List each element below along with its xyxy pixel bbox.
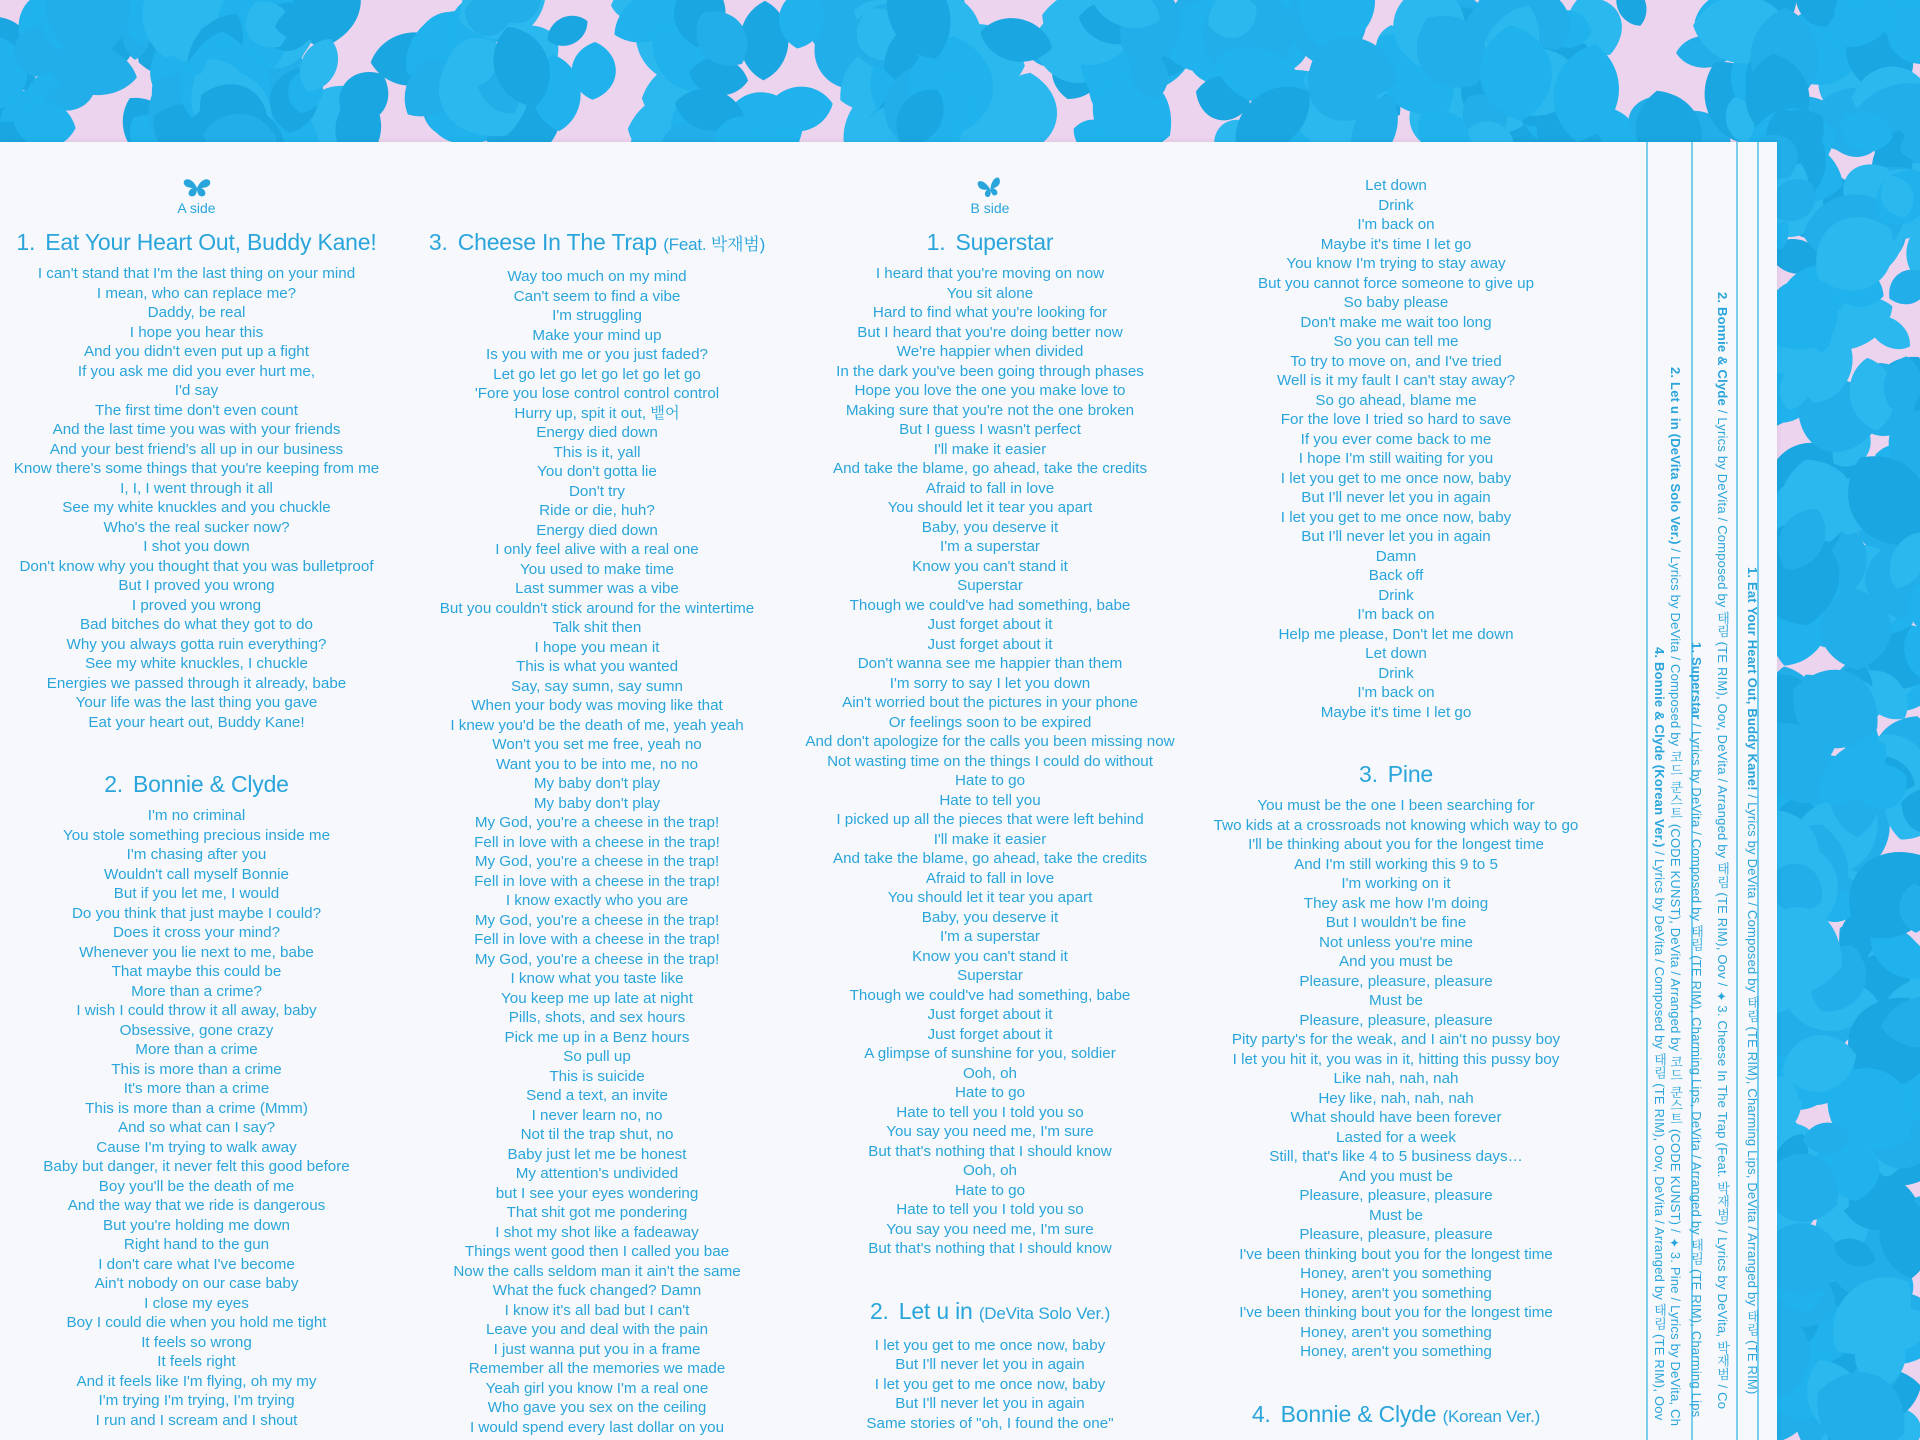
lyric-line: Fell in love with a cheese in the trap! <box>474 872 720 890</box>
lyric-line: I don't care what I've become <box>98 1255 295 1273</box>
lyric-line: Back off <box>1368 567 1424 584</box>
lyric-line: I let you get to me once now, baby <box>874 1375 1106 1393</box>
lyric-line: Damn <box>1375 547 1417 565</box>
lyric-line: More than a crime? <box>131 982 262 1000</box>
lyric-line: Energies we passed through it already, babe <box>46 674 347 692</box>
lyric-line: To try to move on, and I've tried <box>1290 352 1502 370</box>
lyric-line: Hate to go <box>954 772 1026 789</box>
lyric-line: I'm a superstar <box>940 538 1040 555</box>
lyric-line: Hate to tell you <box>939 791 1041 809</box>
lyric-line: Why you always gotta ruin everything? <box>66 635 327 653</box>
credit-b1: 1. Superstar / Lyrics by DeVita / Composed by 태림 (TE RIM), Charming Lips, DeVita / Arranged by 태림 (TE RIM), Charming Lips <box>1689 642 1704 1418</box>
lyric-line: I never learn no, no <box>531 1106 663 1124</box>
column-a-right <box>396 142 798 1437</box>
lyric-line: And your best friend's all up in our business <box>49 440 344 458</box>
lyric-line: See my white knuckles, I chuckle <box>85 655 308 672</box>
lyric-line: And it feels like I'm flying, oh my my <box>76 1372 317 1390</box>
lyric-line: This is more than a crime (Mmm) <box>85 1099 308 1117</box>
lyric-line: Energy died down <box>536 424 658 441</box>
lyric-line: But that's nothing that I should know <box>868 1240 1112 1257</box>
lyric-line: I shot you down <box>143 538 250 555</box>
lyric-line: When your body was moving like that <box>471 697 723 714</box>
lyric-line: This is it, yall <box>553 443 641 461</box>
lyric-line: And take the blame, go ahead, take the credits <box>832 850 1148 867</box>
lyric-line: Pills, shots, and sex hours <box>508 1009 686 1026</box>
lyric-line: It's more than a crime <box>123 1080 270 1097</box>
lyric-line: Two kids at a crossroads not knowing which way to go <box>1213 816 1579 834</box>
lyric-line: Pleasure, pleasure, pleasure <box>1299 1187 1493 1204</box>
lyric-line: Know you can't stand it <box>912 557 1068 575</box>
lyric-line: I close my eyes <box>144 1294 249 1312</box>
lyric-line: But if you let me, I would <box>113 885 280 902</box>
lyric-line: I let you get to me once now, baby <box>1280 508 1512 526</box>
lyric-line: Ride or die, huh? <box>539 502 655 519</box>
lyric-line: Fell in love with a cheese in the trap! <box>474 833 720 851</box>
lyric-line: Don't wanna see me happier than them <box>857 655 1123 672</box>
lyric-line: I let you get to me once now, baby <box>874 1336 1106 1354</box>
lyric-line: Daddy, be real <box>147 304 246 321</box>
lyric-line: Is you with me or you just faded? <box>485 346 709 363</box>
lyric-line: Hey like, nah, nah, nah <box>1318 1089 1474 1107</box>
lyric-line: They ask me how I'm doing <box>1303 894 1489 912</box>
lyric-line: Won't you set me free, yeah no <box>492 736 702 753</box>
lyric-line: Fell in love with a cheese in the trap! <box>474 931 720 948</box>
lyric-line: I'm working on it <box>1341 875 1451 892</box>
lyric-line: But you cannot force someone to give up <box>1257 274 1535 292</box>
lyric-line: Afraid to fall in love <box>925 869 1055 887</box>
lyric-line: Your life was the last thing you gave <box>75 694 318 711</box>
lyric-line: But I heard that you're doing better now <box>857 323 1123 341</box>
lyric-line: Ooh, oh <box>962 1162 1018 1179</box>
lyric-line: I know it's all bad but I can't <box>504 1301 690 1319</box>
lyric-line: I've been thinking bout you for the longest time <box>1239 1304 1553 1321</box>
lyrics-sheet <box>0 142 1777 1440</box>
lyric-line: Pleasure, pleasure, pleasure <box>1299 1011 1493 1029</box>
lyric-line: In the dark you've been going through phases <box>836 362 1144 380</box>
lyric-line: Don't try <box>568 482 626 500</box>
lyric-line: Honey, aren't you something <box>1300 1323 1492 1341</box>
lyric-line: You say you need me, I'm sure <box>886 1220 1094 1238</box>
lyric-line: But you're holding me down <box>103 1216 290 1234</box>
lyric-line: And take the blame, go ahead, take the credits <box>832 460 1148 477</box>
lyric-line: Energy died down <box>536 521 658 539</box>
song-title-a3: 3. Cheese In The Trap (Feat. 박재범) <box>428 229 766 255</box>
lyric-line: Ooh, oh <box>962 1064 1018 1082</box>
credit-a2-a3: 2. Bonnie & Clyde / Lyrics by DeVita / Composed by 태림 (TE RIM), Oov, DeVita / Arranged by 태림 (TE RIM), Oov / ✦3. Cheese In The Trap (Feat. 박재범) / Lyrics by DeVita, 박재범 / Co <box>1715 292 1730 1410</box>
lyric-line: Ain't worried bout the pictures in your phone <box>842 694 1138 711</box>
lyric-line: Hate to tell you I told you so <box>896 1103 1084 1121</box>
lyric-line: Boy you'll be the death of me <box>98 1177 295 1195</box>
lyric-line: Bad bitches do what they got to do <box>79 616 314 633</box>
lyric-line: Obsessive, gone crazy <box>119 1021 274 1039</box>
lyric-line: Yeah girl you know I'm a real one <box>485 1379 709 1397</box>
credits-strip <box>1640 142 1777 1440</box>
column-a-left <box>0 142 393 1430</box>
lyric-line: Don't make me wait too long <box>1300 313 1492 331</box>
lyric-line: I'm trying I'm trying, I'm trying <box>98 1392 295 1409</box>
lyric-line: See my white knuckles and you chuckle <box>62 499 331 516</box>
lyric-line: Maybe it's time I let go <box>1320 703 1472 721</box>
lyric-line: You don't gotta lie <box>537 463 657 480</box>
lyric-line: I know what you taste like <box>510 970 684 987</box>
lyric-line: Just forget about it <box>927 1025 1053 1043</box>
lyric-line: I'll be thinking about you for the longest time <box>1248 836 1544 853</box>
lyric-line: Drink <box>1378 664 1414 682</box>
lyric-line: You should let it tear you apart <box>887 499 1093 516</box>
lyric-line: Lasted for a week <box>1336 1128 1456 1146</box>
lyric-line: For the love I tried so hard to save <box>1280 411 1512 428</box>
lyric-line: But I'll never let you in again <box>1301 528 1491 545</box>
lyric-line: Say, say sumn, say sumn <box>511 677 683 695</box>
lyric-line: What should have been forever <box>1290 1109 1502 1126</box>
lyric-line: Can't seem to find a vibe <box>513 287 681 305</box>
lyric-line: Superstar <box>957 577 1023 594</box>
lyric-line: My baby don't play <box>533 794 661 812</box>
lyric-line: Afraid to fall in love <box>925 479 1055 497</box>
lyric-line: I'm chasing after you <box>126 846 267 863</box>
lyric-line: Let down <box>1365 645 1427 662</box>
lyric-line: I hope you hear this <box>129 323 264 341</box>
lyric-line: Don't know why you thought that you was bulletproof <box>19 557 374 575</box>
lyric-line: My God, you're a cheese in the trap! <box>474 950 720 968</box>
lyric-line: Help me please, Don't let me down <box>1278 625 1514 643</box>
lyric-line: Pleasure, pleasure, pleasure <box>1299 972 1493 990</box>
column-b-left <box>790 142 1190 1433</box>
lyric-line: What the fuck changed? Damn <box>492 1282 702 1299</box>
lyric-line: I run and I scream and I shout <box>95 1411 298 1429</box>
lyric-line: Not unless you're mine <box>1318 933 1473 951</box>
lyric-line: Or feelings soon to be expired <box>888 713 1092 731</box>
lyric-line: I'll make it easier <box>933 830 1047 848</box>
lyric-line: I've been thinking bout you for the longest time <box>1239 1245 1553 1263</box>
lyric-line: Hard to find what you're looking for <box>872 304 1108 321</box>
lyric-line: This is suicide <box>549 1067 645 1085</box>
lyric-line: Baby just let me be honest <box>507 1145 687 1163</box>
lyric-line: And the way that we ride is dangerous <box>67 1197 326 1214</box>
lyric-line: Hurry up, spit it out, 뱉어 <box>514 404 680 422</box>
lyric-line: I can't stand that I'm the last thing on your mind <box>37 265 356 282</box>
lyric-line: So pull up <box>563 1048 631 1065</box>
lyric-line: And you must be <box>1339 1167 1453 1185</box>
lyric-line: 'Fore you lose control control control <box>474 385 720 402</box>
lyric-line: Know you can't stand it <box>912 947 1068 965</box>
lyric-line: I mean, who can replace me? <box>96 284 297 302</box>
lyric-line: But you couldn't stick around for the wintertime <box>439 599 755 617</box>
lyric-line: If you ever come back to me <box>1300 430 1492 448</box>
song-title-b1: 1. Superstar <box>926 229 1054 255</box>
lyric-line: Right hand to the gun <box>123 1236 270 1253</box>
lyric-line: Drink <box>1378 586 1414 604</box>
lyric-line: You used to make time <box>520 560 674 578</box>
lyric-line: Not til the trap shut, no <box>520 1126 674 1143</box>
lyric-line: Boy I could die when you hold me tight <box>66 1314 327 1331</box>
lyric-line: Who gave you sex on the ceiling <box>487 1399 707 1416</box>
side-a-label: A side <box>177 200 216 216</box>
lyric-line: Superstar <box>957 967 1023 984</box>
lyric-line: And you didn't even put up a fight <box>84 343 309 360</box>
lyric-line: Must be <box>1368 1206 1424 1224</box>
lyric-line: I know exactly who you are <box>505 892 689 909</box>
lyric-line: Hate to tell you I told you so <box>896 1201 1084 1218</box>
lyric-line: Who's the real sucker now? <box>103 518 290 536</box>
lyric-line: I'm a superstar <box>940 928 1040 945</box>
song-title-b3: 3. Pine <box>1358 761 1434 787</box>
lyric-line: Honey, aren't you something <box>1300 1343 1492 1360</box>
credit-b2-b3: 2. Let u in (DeVita Solo Ver.) / Lyrics by DeVita / Composed by 코드 쿤스트 (CODE KUNST), DeVita / Arranged by 코드 쿤스트 (CODE KUNST) / ✦3. Pine / Lyrics by DeVita, Ch <box>1668 367 1683 1427</box>
lyric-line: Wouldn't call myself Bonnie <box>104 865 289 883</box>
lyrics-a1 <box>0 264 393 732</box>
lyric-line: But that's nothing that I should know <box>868 1142 1112 1160</box>
lyric-line: Want you to be into me, no no <box>495 755 699 773</box>
lyric-line: Eat your heart out, Buddy Kane! <box>88 713 305 731</box>
butterfly-icon <box>182 176 212 200</box>
side-b-mark <box>790 176 1190 216</box>
lyric-line: But I guess I wasn't perfect <box>899 421 1081 438</box>
column-b-right <box>1194 142 1598 1431</box>
lyric-line: You say you need me, I'm sure <box>886 1123 1094 1140</box>
lyric-line: My attention's undivided <box>515 1165 679 1182</box>
lyric-line: Baby, you deserve it <box>921 518 1059 536</box>
lyric-line: But I'll never let you in again <box>895 1356 1085 1373</box>
lyric-line: My God, you're a cheese in the trap! <box>474 853 720 870</box>
credit-a1: 1. Eat Your Heart Out, Buddy Kane! / Lyrics by DeVita / Composed by 태림 (TE RIM), Charming Lips, DeVita / Arranged by 태림 (TE RIM) <box>1745 567 1760 1395</box>
lyric-line: Though we could've had something, babe <box>849 596 1131 614</box>
lyric-line: Leave you and deal with the pain <box>485 1321 709 1338</box>
lyric-line: Talk shit then <box>552 619 642 636</box>
lyric-line: I'm no criminal <box>147 807 246 824</box>
lyric-line: I'm struggling <box>552 307 642 324</box>
lyric-line: Now the calls seldom man it ain't the same <box>453 1262 741 1280</box>
lyric-line: I hope I'm still waiting for you <box>1298 450 1494 467</box>
lyrics-a3 <box>396 267 798 1437</box>
lyrics-b2-continued <box>1194 176 1598 722</box>
lyric-line: That maybe this could be <box>111 963 282 980</box>
song-title-b2: 2. Let u in (DeVita Solo Ver.) <box>869 1297 1111 1324</box>
lyric-line: Hope you love the one you make love to <box>854 382 1126 399</box>
lyric-line: Ain't nobody on our case baby <box>94 1275 299 1292</box>
lyric-line: Like nah, nah, nah <box>1333 1070 1459 1087</box>
lyric-line: You should let it tear you apart <box>887 889 1093 906</box>
lyric-line: Last summer was a vibe <box>515 580 679 597</box>
lyric-line: Still, that's like 4 to 5 business days… <box>1269 1148 1523 1165</box>
lyric-line: I knew you'd be the death of me, yeah yeah <box>450 716 744 734</box>
lyric-line: And you must be <box>1339 953 1453 970</box>
lyric-line: You sit alone <box>946 284 1034 302</box>
lyric-line: Well is it my fault I can't stay away? <box>1276 372 1516 389</box>
lyric-line: And the last time you was with your friends <box>52 421 341 438</box>
lyric-line: Drink <box>1378 196 1414 214</box>
lyric-line: Maybe it's time I let go <box>1320 235 1472 253</box>
lyric-line: The first time don't even count <box>95 401 298 419</box>
lyric-line: I'm sorry to say I let you down <box>889 674 1091 692</box>
lyric-line: Not wasting time on the things I could do without <box>827 752 1153 770</box>
lyric-line: I let you get to me once now, baby <box>1280 469 1512 487</box>
lyric-line: Same stories of "oh, I found the one" <box>866 1414 1114 1432</box>
lyric-line: My baby don't play <box>533 775 661 792</box>
lyric-line: Cause I'm trying to walk away <box>96 1138 297 1156</box>
butterfly-icon <box>975 176 1005 200</box>
lyric-line: My God, you're a cheese in the trap! <box>474 911 720 929</box>
lyric-line: Pick me up in a Benz hours <box>504 1028 690 1046</box>
lyric-line: You keep me up late at night <box>501 989 693 1007</box>
lyric-line: Let go let go let go let go let go <box>493 365 701 383</box>
lyric-line: Things went good then I called you bae <box>464 1243 730 1260</box>
credit-b4: 4. Bonnie & Clyde (Korean Ver.) / Lyrics by DeVita / Composed by 태림 (TE RIM), Oov, DeVita / Arranged by 태림 (TE RIM), Oov <box>1652 647 1667 1421</box>
side-a-mark <box>0 176 393 216</box>
lyric-line: I hope you mean it <box>534 638 660 656</box>
lyric-line: So you can tell me <box>1333 333 1459 350</box>
lyric-line: But I'll never let you in again <box>895 1395 1085 1412</box>
lyric-line: Hate to go <box>954 1181 1026 1199</box>
lyric-line: I'll make it easier <box>933 440 1047 458</box>
lyric-line: Just forget about it <box>927 616 1053 633</box>
lyric-line: I let you hit it, you was in it, hitting this pussy boy <box>1232 1050 1560 1068</box>
lyric-line: I'd say <box>174 382 219 399</box>
lyric-line: I just wanna put you in a frame <box>493 1340 701 1358</box>
lyric-line: I'm back on <box>1357 606 1435 623</box>
lyric-line: If you ask me did you ever hurt me, <box>77 362 316 380</box>
lyric-line: I'm back on <box>1357 684 1435 701</box>
lyric-line: Know there's some things that you're keeping from me <box>13 460 380 477</box>
lyric-line: Does it cross your mind? <box>112 924 281 941</box>
lyric-line: Pity party's for the weak, and I ain't no pussy boy <box>1231 1031 1561 1048</box>
lyric-line: We're happier when divided <box>896 343 1084 360</box>
lyric-line: I would spend every last dollar on you <box>469 1418 725 1436</box>
lyric-line: I picked up all the pieces that were left behind <box>836 811 1144 828</box>
lyric-line: but I see your eyes wondering <box>495 1184 699 1202</box>
lyric-line: My God, you're a cheese in the trap! <box>474 814 720 831</box>
lyric-line: Baby, you deserve it <box>921 908 1059 926</box>
lyric-line: You must be the one I been searching for <box>1257 797 1535 814</box>
lyric-line: And I'm still working this 9 to 5 <box>1294 855 1498 873</box>
song-title-a2: 2. Bonnie & Clyde <box>104 771 289 797</box>
lyric-line: Way too much on my mind <box>507 268 687 285</box>
lyric-line: Just forget about it <box>927 635 1053 653</box>
lyric-line: A glimpse of sunshine for you, soldier <box>864 1045 1116 1062</box>
lyrics-b1 <box>790 264 1190 1259</box>
lyric-line: But I proved you wrong <box>118 577 275 594</box>
song-title-a1: 1. Eat Your Heart Out, Buddy Kane! <box>16 229 377 255</box>
lyric-line: Send a text, an invite <box>526 1087 668 1104</box>
lyric-line: I wish I could throw it all away, baby <box>76 1002 317 1019</box>
lyric-line: This is more than a crime <box>111 1060 282 1078</box>
lyric-line: More than a crime <box>135 1041 258 1058</box>
lyric-line: But I'll never let you in again <box>1301 489 1491 506</box>
lyric-line: You stole something precious inside me <box>62 826 331 844</box>
lyric-line: I, I, I went through it all <box>120 479 273 497</box>
lyrics-b2 <box>790 1336 1190 1434</box>
lyric-line: Hate to go <box>954 1084 1026 1101</box>
lyric-line: Just forget about it <box>927 1006 1053 1023</box>
lyric-line: And so what can I say? <box>117 1119 276 1136</box>
lyric-line: I heard that you're moving on now <box>875 265 1105 282</box>
lyric-line: I proved you wrong <box>131 596 262 614</box>
lyric-line: Let down <box>1365 177 1427 194</box>
lyric-line: I only feel alive with a real one <box>495 541 699 558</box>
lyric-line: That shit got me pondering <box>506 1204 688 1221</box>
song-title-b4: 4. Bonnie & Clyde (Korean Ver.) <box>1251 1400 1541 1427</box>
lyric-line: This is what you wanted <box>515 658 679 675</box>
lyric-line: Do you think that just maybe I could? <box>71 904 322 922</box>
lyric-line: Making sure that you're not the one broken <box>845 401 1135 419</box>
lyrics-a2 <box>0 806 393 1430</box>
lyric-line: Make your mind up <box>532 326 662 344</box>
lyric-line: Though we could've had something, babe <box>849 986 1131 1004</box>
lyric-line: Baby but danger, it never felt this good before <box>43 1158 350 1175</box>
side-b-label: B side <box>970 200 1010 216</box>
lyrics-b3 <box>1194 796 1598 1362</box>
lyric-line: Whenever you lie next to me, babe <box>79 943 314 961</box>
lyric-line: So go ahead, blame me <box>1315 391 1477 409</box>
lyric-line: You know I'm trying to stay away <box>1286 255 1506 272</box>
lyric-line: I'm back on <box>1357 216 1435 233</box>
lyric-line: I shot my shot like a fadeaway <box>495 1223 699 1241</box>
lyric-line: Remember all the memories we made <box>468 1360 726 1377</box>
lyric-line: But I wouldn't be fine <box>1325 914 1467 931</box>
lyric-line: It feels so wrong <box>141 1333 252 1351</box>
lyric-line: Must be <box>1368 992 1424 1009</box>
lyric-line: Pleasure, pleasure, pleasure <box>1299 1226 1493 1243</box>
lyric-line: Honey, aren't you something <box>1300 1265 1492 1282</box>
lyric-line: It feels right <box>157 1353 236 1370</box>
lyric-line: And don't apologize for the calls you been missing now <box>805 733 1175 750</box>
lyric-line: Honey, aren't you something <box>1300 1284 1492 1302</box>
lyric-line: So baby please <box>1343 294 1449 311</box>
